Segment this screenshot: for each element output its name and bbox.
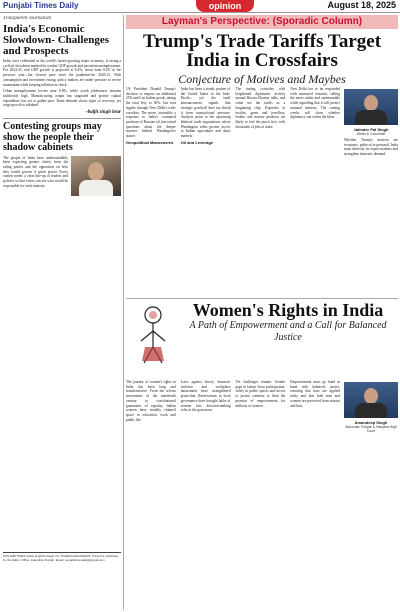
trump-col-2: India has been a steady partner of the United States in the Indo-Pacific, yet the tariff announcement signals that strategic goodwill does not shield it from transactional pressure. Analysts point to the upcoming bilateral trade negotiations where Washington seeks greater access to Indian agriculture and dairy markets. Oil and Leverage [180, 87, 231, 145]
columnist-photo [344, 89, 398, 125]
paper-name: Punjabi Times Daily [3, 1, 79, 10]
trump-sidebar [344, 87, 398, 297]
cabinet-body: The people of India have understandably been expecting greater clarity from the ruling parties and the opposition on how they would govern if given power. Every contest needs a clear line-up of leaders and policies so that voters can see who would be responsible for each ministry. [3, 155, 68, 188]
trump-col-3: The timing coincides with heightened diplomatic activity around Russia-Ukraine talks, and some see the tariffs as a bargaining chip. Exporters of textiles, gems and jewellery, leather and marine products are likely to feel the pinch first, with thousands of jobs at stake. [235, 87, 286, 129]
economy-body-2: Urban unemployment hovers near 6.8%, while youth joblessness remains stubbornly high. Manufacturing output has stagnated and private capital expenditure has yet to gather pace. Rural demand shows signs of recovery, yet wage growth is subdued. [3, 89, 121, 108]
main-story [126, 15, 398, 86]
columnist-role: Writer & Columnist [356, 132, 386, 136]
trump-subhead: Conjecture of Motives and Maybes [178, 72, 346, 86]
author-photo [71, 156, 121, 196]
cabinet-headline: Contesting groups may show the people their shadow cabinets [3, 121, 102, 154]
women-col-3: Yet challenges remain. Gender gaps in labour force participation, safety in public spaces and access to justice continue to limit the promise of empowerment for millions of women. [235, 380, 286, 408]
trump-headline-line2: India in Crossfairs [186, 50, 338, 71]
left-column [3, 16, 121, 609]
women-col-1: The journey of women's rights in India has been long and transformative. From the reform movements of the nineteenth century to constitutional guarantees of equality, Indian women have steadily claimed space in education, work and public life. [126, 380, 176, 422]
trump-headline-line1: Trump's Trade Tariffs Target [142, 31, 382, 52]
imprint: PUNJABI TIMES (Daily English) Regd. No. PUNENG/2011/40049. Printed & published by the Editor. Office: Jalandhar Punjab. Email: punjabitimesdaily@gmail.com [3, 552, 121, 609]
issue-date: August 18, 2025 [327, 0, 396, 10]
trump-col2-sub: Oil and Leverage [180, 139, 213, 145]
women-sidebar [344, 380, 398, 608]
trump-columns [126, 87, 340, 297]
columnist-note: Whether Trump's motives are economic, political or personal, India must diversify its export markets and strengthen domestic demand. [344, 138, 398, 157]
section-label: Transparent Journalism [3, 16, 52, 21]
section-tab: opinion [196, 0, 254, 12]
top-bar [0, 0, 400, 13]
women-col-4: Empowerment must go hand in hand with balanced justice, ensuring that laws are applied fairly and that both men and women are protected from misuse and bias. [290, 380, 340, 408]
women-illustration [126, 301, 180, 377]
women-headline: Women's Rights in India [192, 300, 384, 320]
economy-headline: India's Economic Slowdown- Challenges and Prospects [3, 23, 110, 57]
trump-col-4: New Delhi has so far responded with measured restraint, calling the move unfair and unreasonable while signalling that it will protect national interests. The coming weeks will show whether diplomacy can soften the blow. [290, 87, 340, 120]
columnist-name: Jatinder Pal Singh [353, 127, 389, 132]
trump-col1-sub: Geopolitical Manoeuvres [126, 139, 174, 145]
column-divider [123, 15, 124, 610]
women-col-2: Laws against dowry, domestic violence and workplace harassment have strengthened protection. Reservations in local governance have brought lakhs of women into decision-making roles at the grassroots. [180, 380, 231, 413]
economy-signature: -baljit singh brar [85, 110, 121, 116]
economy-body-1: India, once celebrated as the world's fastest-growing major economy, is facing a cyclical slowdown marked by weaker GDP growth and persistent unemployment. For 2024-25, real GDP growth is projected at 6.4%, down from 8.2% in the previous year—the slowest pace since the pandemic-hit 2020-21. With consumption and investment easing, policy makers are under pressure to revive momentum while keeping inflation in check. [3, 59, 121, 87]
column-banner: Layman's Perspective: (Sporadic Column) [126, 15, 398, 29]
advocate-photo [344, 382, 398, 418]
women-subhead: A Path of Empowerment and a Call for Balanced Justice [189, 320, 387, 343]
story-divider [126, 298, 398, 299]
advocate-name: Amandeep Singh [354, 420, 388, 425]
advocate-role: Advocate, Punjab & Haryana High Court [345, 425, 397, 433]
trump-col-1: US President Donald Trump's decision to impose an additional 25% tariff on Indian goods, taking the total levy to 50%, has sent ripples through New Delhi's trade corridors. The move, ostensibly a response to India's continued purchase of Russian oil, has raised questions about the deeper motives behind Washington's stance. Geopolitical Manoeuvres [126, 87, 176, 145]
women-columns [126, 380, 340, 608]
